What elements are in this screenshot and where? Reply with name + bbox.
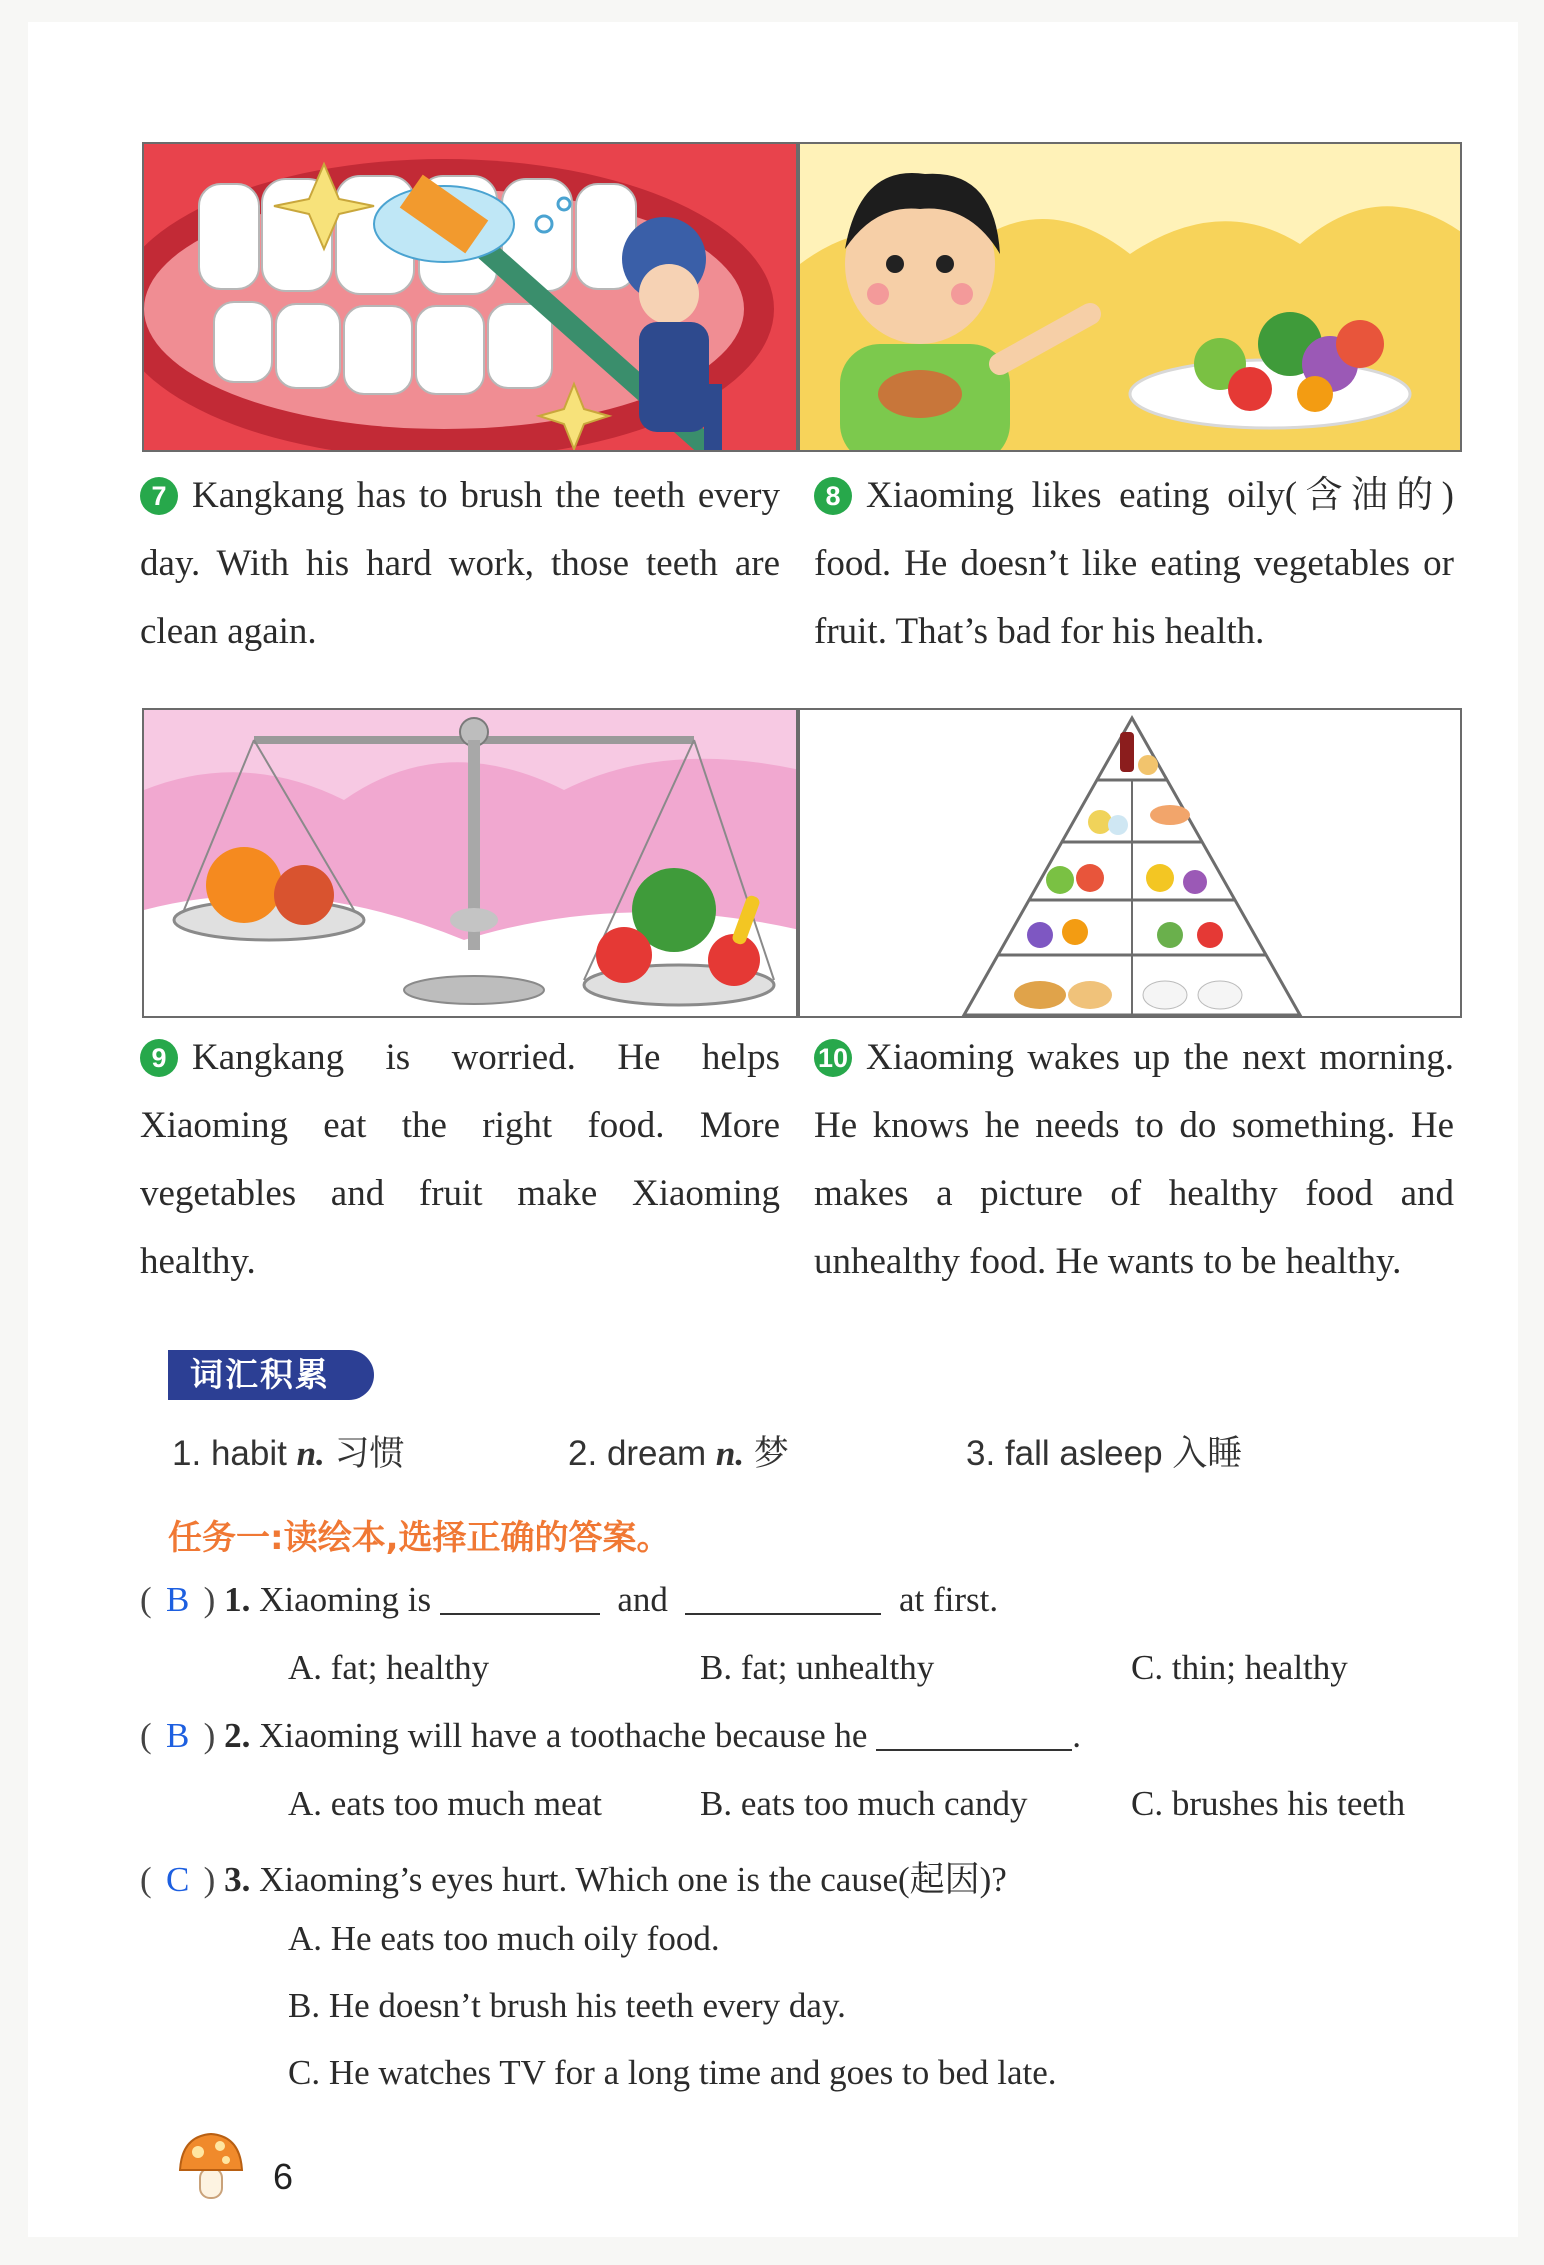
page-number: 6	[273, 2156, 294, 2197]
caption-text: Kangkang has to brush the teeth every day. With his hard work, those teeth are clean again.	[140, 475, 780, 652]
illustration-food-pyramid	[798, 708, 1462, 1018]
panel-number-badge: 8	[814, 477, 852, 515]
q3-option-a[interactable]: A. He eats too much oily food.	[288, 1919, 720, 1958]
caption-text: Kangkang is worried. He helps Xiaoming eat the right food. More vegetables and fruit make Xiaoming healthy.	[140, 1037, 780, 1282]
answer-3[interactable]: C	[165, 1860, 190, 1899]
q2-option-b[interactable]: B. eats too much candy	[700, 1784, 1028, 1823]
caption-panel-10	[814, 1024, 1454, 1296]
panel-number-badge: 10	[814, 1039, 852, 1077]
panel-number-badge: 7	[140, 477, 178, 515]
answer-blank[interactable]	[440, 1583, 600, 1615]
q1-option-c[interactable]: C. thin; healthy	[1131, 1648, 1348, 1687]
q3-option-b[interactable]: B. He doesn’t brush his teeth every day.	[288, 1986, 846, 2025]
vocab-item-3: 3. fall asleep 入睡	[966, 1434, 1243, 1473]
mushroom-icon	[176, 2130, 246, 2202]
question-1: ( B ) 1. Xiaoming is and at first.	[140, 1580, 999, 1619]
balance-scale-picture	[144, 710, 798, 1018]
food-pyramid-picture	[800, 710, 1462, 1018]
answer-blank[interactable]	[876, 1719, 1072, 1751]
caption-text: Xiaoming likes eating oily(含油的) food. He doesn’t like eating vegetables or fruit. That’s bad for his health.	[814, 475, 1454, 652]
answer-blank[interactable]	[685, 1583, 881, 1615]
panel-number-badge: 9	[140, 1039, 178, 1077]
illustration-refusing-vegetables	[798, 142, 1462, 452]
q3-option-c[interactable]: C. He watches TV for a long time and goes to bed late.	[288, 2053, 1057, 2092]
answer-1[interactable]: B	[165, 1580, 190, 1619]
caption-panel-7	[140, 462, 780, 666]
task-heading: 任务一:读绘本,选择正确的答案。	[168, 1518, 671, 1558]
caption-panel-8	[814, 462, 1454, 666]
illustration-balance-scale	[142, 708, 798, 1018]
illustration-teeth-brushing	[142, 142, 798, 452]
refusing-vegetables-picture	[800, 144, 1462, 452]
vocab-section-tag: 词汇积累	[168, 1350, 374, 1400]
answer-2[interactable]: B	[165, 1716, 190, 1755]
question-2: ( B ) 2. Xiaoming will have a toothache because he .	[140, 1716, 1081, 1755]
caption-panel-9	[140, 1024, 780, 1296]
caption-text: Xiaoming wakes up the next morning. He knows he needs to do something. He makes a picture of healthy food and unhealthy food. He wants to be healthy.	[814, 1037, 1454, 1282]
q2-option-c[interactable]: C. brushes his teeth	[1131, 1784, 1406, 1823]
question-3: ( C ) 3. Xiaoming’s eyes hurt. Which one is the cause(起因)?	[140, 1860, 1007, 1899]
vocab-item-1: 1. habit n. 习惯	[172, 1434, 405, 1473]
teeth-brushing-picture	[144, 144, 798, 452]
q2-option-a[interactable]: A. eats too much meat	[288, 1784, 602, 1823]
q1-option-a[interactable]: A. fat; healthy	[288, 1648, 490, 1687]
page	[28, 22, 1518, 2237]
q1-option-b[interactable]: B. fat; unhealthy	[700, 1648, 935, 1687]
vocab-item-2: 2. dream n. 梦	[568, 1434, 789, 1473]
